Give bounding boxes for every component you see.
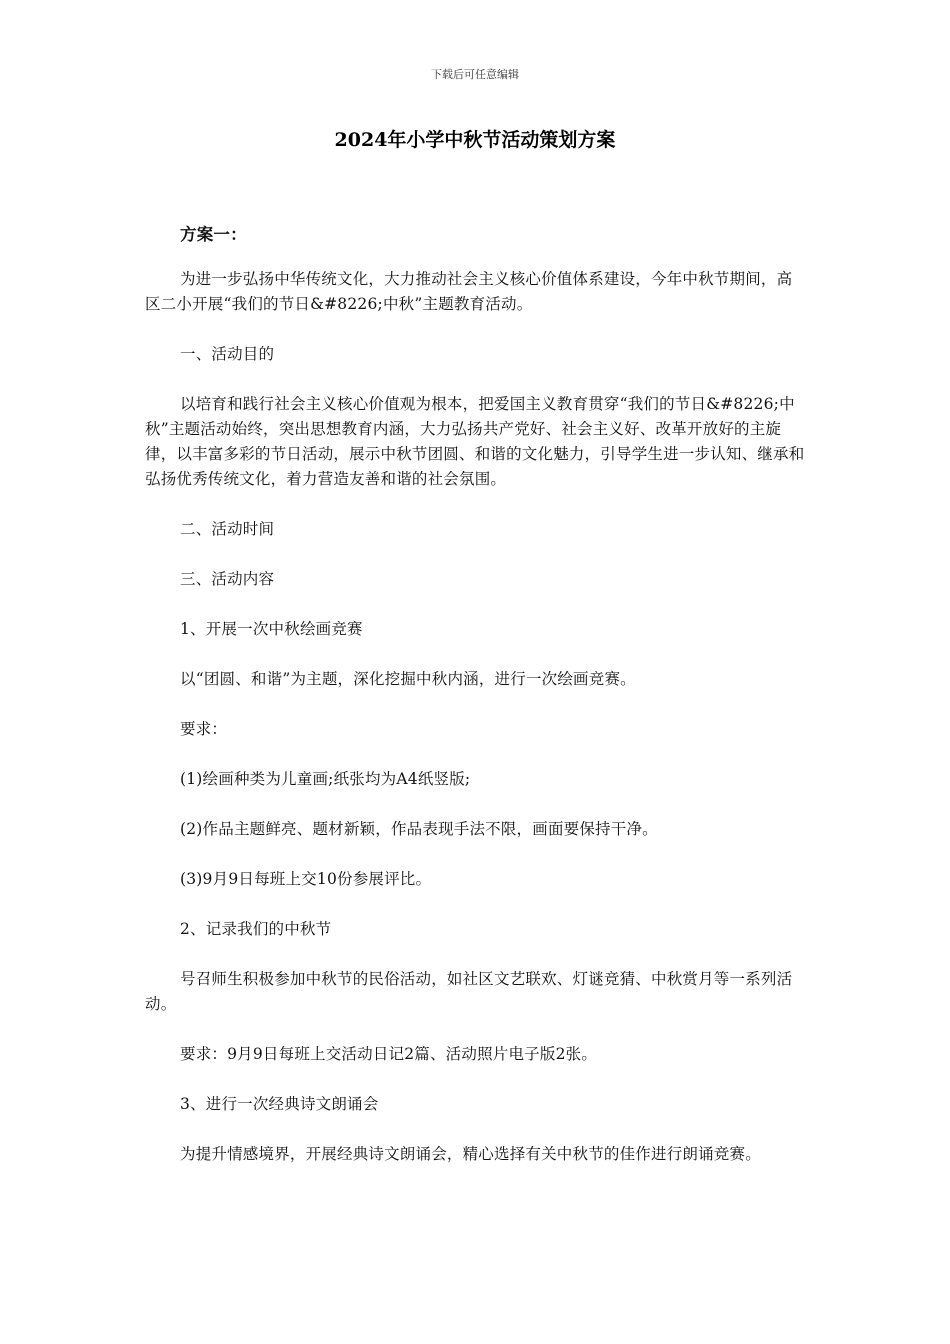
item-2-heading: 2、记录我们的中秋节 (180, 920, 332, 938)
item-3-heading: 3、进行一次经典诗文朗诵会 (180, 1095, 379, 1113)
paragraph-purpose: 以培育和践行社会主义核心价值观为根本，把爱国主义教育贯穿“我们的节日&#8226;中秋”主题活动始终，突出思想教育内涵，大力弘扬共产党好、社会主义好、改革开放好的主旋律，以丰富多彩的节日活动，展示中秋节团圆、和谐的文化魅力，引导学生进一步认知、继承和弘扬优秀传统文化，着力营造友善和谐的社会氛围。 (145, 395, 805, 488)
document-body (145, 222, 805, 1192)
heading-time: 二、活动时间 (180, 520, 275, 538)
header-note: 下载后可任意编辑 (431, 68, 519, 81)
item-2-desc: 号召师生积极参加中秋节的民俗活动，如社区文艺联欢、灯谜竞猜、中秋赏月等一系列活动。 (145, 970, 793, 1013)
requirement-2: (2)作品主题鲜亮、题材新颖，作品表现手法不限，画面要保持干净。 (180, 820, 658, 838)
requirements-label: 要求： (180, 720, 228, 738)
heading-content: 三、活动内容 (180, 570, 275, 588)
item-3-desc: 为提升情感境界，开展经典诗文朗诵会，精心选择有关中秋节的佳作进行朗诵竞赛。 (180, 1145, 761, 1163)
requirement-3: (3)9月9日每班上交10份参展评比。 (180, 870, 432, 888)
document-title: 2024年小学中秋节活动策划方案 (334, 129, 616, 151)
paragraph-intro: 为进一步弘扬中华传统文化，大力推动社会主义核心价值体系建设，今年中秋节期间，高区二小开展“我们的节日&#8226;中秋”主题教育活动。 (145, 270, 793, 313)
item-1-desc: 以“团圆、和谐”为主题，深化挖掘中秋内涵，进行一次绘画竞赛。 (180, 670, 636, 688)
section-heading: 方案一： (180, 225, 247, 244)
heading-purpose: 一、活动目的 (180, 345, 275, 363)
item-2-requirement: 要求：9月9日每班上交活动日记2篇、活动照片电子版2张。 (180, 1045, 598, 1063)
requirement-1: (1)绘画种类为儿童画;纸张均为A4纸竖版; (180, 770, 471, 788)
item-1-heading: 1、开展一次中秋绘画竞赛 (180, 620, 363, 638)
